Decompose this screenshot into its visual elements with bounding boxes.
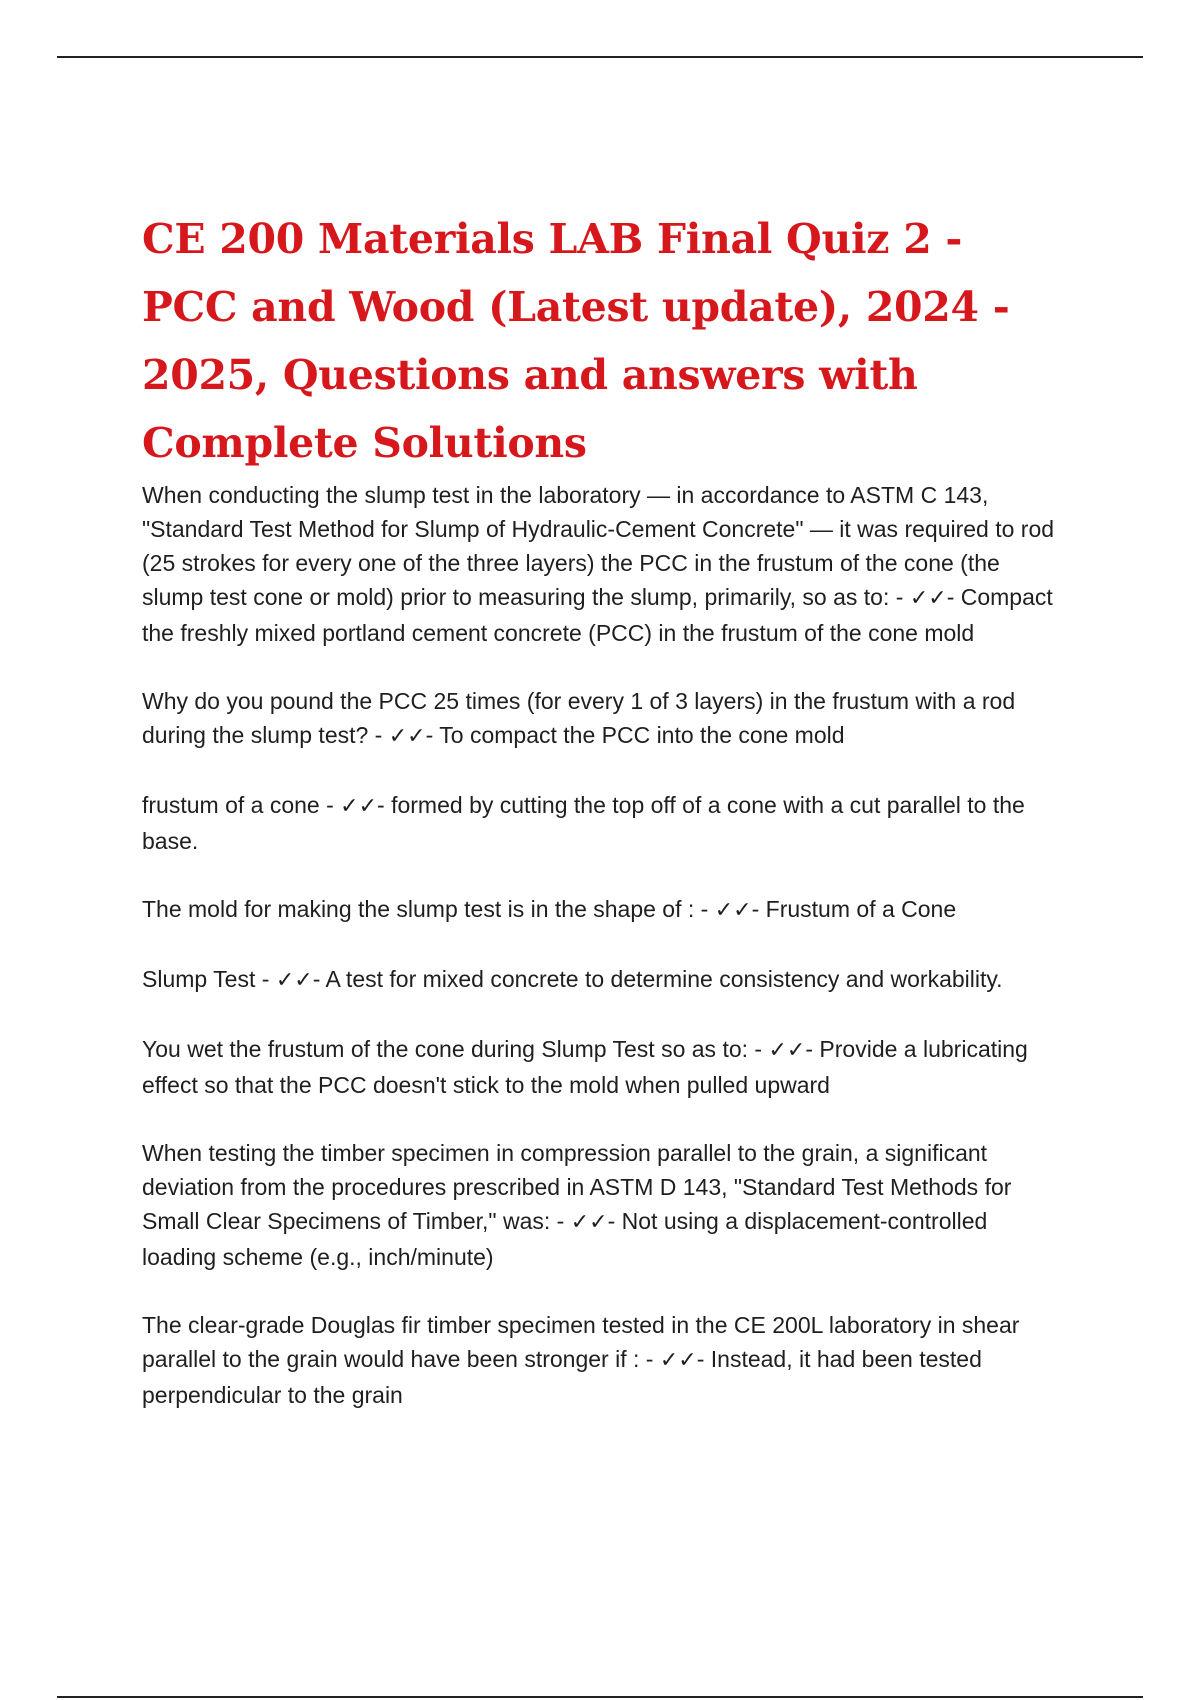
qa-item xyxy=(142,1136,1062,1274)
question-text: Slump Test xyxy=(142,966,256,992)
question-text: frustum of a cone xyxy=(142,792,320,818)
check-mark-icon: ✓✓ xyxy=(714,898,752,923)
question-text: When testing the timber specimen in compression parallel to the grain, a significant deviation from the procedures prescribed in ASTM D 143, "Standard Test Methods for Small Clear Specimens of Timber," was: xyxy=(142,1140,1012,1234)
separator: - xyxy=(312,966,326,992)
separator: - xyxy=(425,722,440,748)
separator: - xyxy=(377,792,392,818)
question-text: When conducting the slump test in the laboratory — in accordance to ASTM C 143, "Standard Test Method for Slump of Hydraulic-Cement Concrete" — it was required to rod (25 strokes for every one of the three layers) the PCC in the frustum of the cone (the slump test cone or mold) prior to measuring the slump, primarily, so as to: xyxy=(142,482,1055,610)
separator: - xyxy=(319,792,341,818)
top-rule xyxy=(57,56,1143,58)
separator: - xyxy=(694,896,715,922)
separator: - xyxy=(368,722,389,748)
bottom-rule xyxy=(57,1696,1143,1698)
separator: - xyxy=(805,1036,820,1062)
check-mark-icon: ✓✓ xyxy=(275,968,313,993)
check-mark-icon: ✓✓ xyxy=(768,1038,806,1063)
qa-item xyxy=(142,788,1062,858)
check-mark-icon: ✓✓ xyxy=(340,794,378,819)
separator: - xyxy=(748,1036,769,1062)
check-mark-icon: ✓✓ xyxy=(570,1210,608,1235)
separator: - xyxy=(751,896,766,922)
separator: - xyxy=(550,1208,571,1234)
check-mark-icon: ✓✓ xyxy=(388,724,426,749)
answer-text: Not using a displacement-controlled loading scheme (e.g., inch/minute) xyxy=(142,1208,988,1270)
answer-text: Frustum of a Cone xyxy=(765,896,957,922)
check-mark-icon: ✓✓ xyxy=(659,1348,697,1373)
qa-item xyxy=(142,684,1062,754)
answer-text: To compact the PCC into the cone mold xyxy=(439,722,845,748)
qa-item xyxy=(142,1032,1062,1102)
separator: - xyxy=(255,966,276,992)
answer-text: A test for mixed concrete to determine consistency and workability. xyxy=(325,966,1003,992)
check-mark-icon: ✓✓ xyxy=(909,586,947,611)
answer-text: formed by cutting the top off of a cone with a cut parallel to the base. xyxy=(142,792,1025,854)
separator: - xyxy=(696,1346,711,1372)
separator: - xyxy=(639,1346,660,1372)
question-text: The clear-grade Douglas fir timber specimen tested in the CE 200L laboratory in shear parallel to the grain would have been stronger if : xyxy=(142,1312,1020,1372)
question-text: Why do you pound the PCC 25 times (for every 1 of 3 layers) in the frustum with a rod during the slump test? xyxy=(142,688,1016,748)
separator: - xyxy=(946,584,961,610)
answer-text: Compact the freshly mixed portland cement concrete (PCC) in the frustum of the cone mold xyxy=(142,584,1053,646)
qa-item xyxy=(142,1308,1062,1412)
qa-list xyxy=(142,478,1062,1412)
qa-item xyxy=(142,892,1062,928)
separator: - xyxy=(889,584,910,610)
question-text: The mold for making the slump test is in the shape of : xyxy=(142,896,695,922)
document-body xyxy=(142,205,1062,1446)
question-text: You wet the frustum of the cone during Slump Test so as to: xyxy=(142,1036,749,1062)
answer-text: Provide a lubricating effect so that the PCC doesn't stick to the mold when pulled upward xyxy=(142,1036,1028,1098)
answer-text: Instead, it had been tested perpendicular to the grain xyxy=(142,1346,982,1408)
document-title: CE 200 Materials LAB Final Quiz 2 - PCC and Wood (Latest update), 2024 - 2025, Questions and answers with Complete Solutions xyxy=(142,215,1010,467)
separator: - xyxy=(607,1208,622,1234)
qa-item xyxy=(142,962,1062,998)
qa-item xyxy=(142,478,1062,650)
